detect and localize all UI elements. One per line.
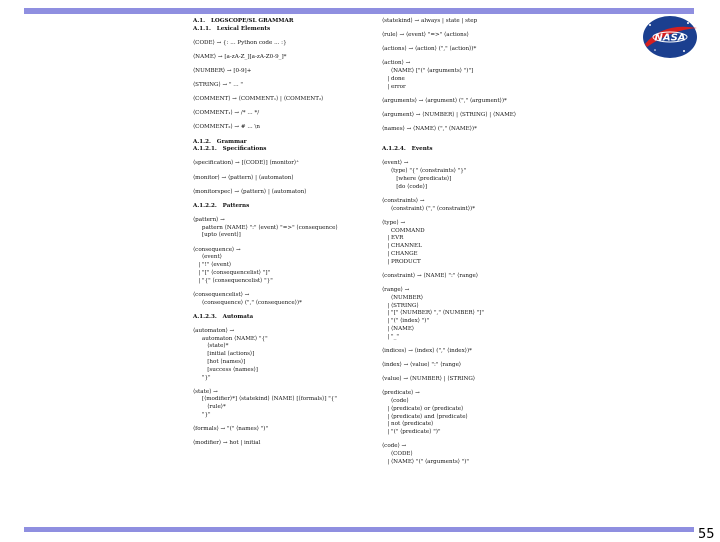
grammar-rule-line: ⟨consequencelist⟩ → <box>193 291 250 298</box>
grammar-rule-line: ⟨consequence⟩ → <box>193 246 241 253</box>
grammar-rule-line: [hot ⟨names⟩] <box>193 358 246 365</box>
grammar-rule-line: ⟨NUMBER⟩ → [0-9]+ <box>193 68 252 75</box>
grammar-rule-line: ⟨CODE⟩ → {: ... Python code ... :} <box>193 39 287 46</box>
grammar-rule-line: ⟨index⟩ → ⟨value⟩ ":" ⟨range⟩ <box>382 361 462 368</box>
grammar-rule-line: ⟨names⟩ → ⟨NAME⟩ ("," ⟨NAME⟩)* <box>382 125 477 132</box>
top-rule-bar <box>24 8 694 14</box>
grammar-rule-line: ⟨argument⟩ → ⟨NUMBER⟩ | ⟨STRING⟩ | ⟨NAME⟩ <box>382 111 517 118</box>
grammar-rule-line: ⟨NAME⟩ → [a-zA-Z_][a-zA-Z0-9_]* <box>193 53 287 60</box>
grammar-rule-line: ⟨monitor⟩ → ⟨pattern⟩ | ⟨automaton⟩ <box>193 174 294 181</box>
grammar-rule-line: ⟨indices⟩ → ⟨index⟩ ("," ⟨index⟩)* <box>382 347 472 354</box>
grammar-rule-line: ⟨actions⟩ → ⟨action⟩ ("," ⟨action⟩)* <box>382 46 477 53</box>
grammar-rule-line: ⟨statekind⟩ → always | state | step <box>382 18 478 24</box>
grammar-rule-line: | ⟨predicate⟩ and ⟨predicate⟩ <box>382 413 468 420</box>
grammar-rule-line: | PRODUCT <box>382 258 421 265</box>
grammar-rule-line: ⟨constraints⟩ → <box>382 197 425 204</box>
grammar-rule-line: | error <box>382 83 406 90</box>
grammar-rule-line: | "(" ⟨index⟩ ")" <box>382 318 430 325</box>
grammar-rule-line: | CHANNEL <box>382 243 422 250</box>
grammar-rule-line: | "[" ⟨consequencelist⟩ "]" <box>193 269 271 276</box>
grammar-rule-line: ⟨automaton⟩ → <box>193 327 235 334</box>
grammar-rule-line: ⟨STRING⟩ → " ... " <box>193 82 243 89</box>
section-heading: A.1. LOGSCOPE/SL GRAMMAR <box>193 18 294 24</box>
grammar-rule-line: ⟨state⟩* <box>193 343 229 350</box>
grammar-rule-line: ⟨rule⟩* <box>193 404 226 411</box>
grammar-rule-line: | "(" ⟨predicate⟩ ")" <box>382 429 441 436</box>
grammar-rule-line: ⟨monitorspec⟩ → ⟨pattern⟩ | ⟨automaton⟩ <box>193 188 307 195</box>
grammar-rule-line: ⟨constraint⟩ ("," ⟨constraint⟩)* <box>382 205 476 212</box>
grammar-rule-line: ⟨type⟩ "{" ⟨constraints⟩ "}" <box>382 168 467 175</box>
grammar-rule-line: ⟨predicate⟩ → <box>382 390 420 397</box>
grammar-rule-line: | "[" ⟨NUMBER⟩ "," ⟨NUMBER⟩ "]" <box>382 310 484 317</box>
grammar-rule-line: ⟨event⟩ <box>193 254 222 261</box>
grammar-rule-line: ⟨CODE⟩ <box>382 451 413 458</box>
grammar-rule-line: [where ⟨predicate⟩] <box>382 176 452 183</box>
grammar-rule-line: ⟨type⟩ → <box>382 219 406 226</box>
grammar-rule-line: ⟨consequence⟩ ("," ⟨consequence⟩)* <box>193 299 302 306</box>
grammar-rule-line: ⟨event⟩ → <box>382 160 409 167</box>
section-heading: A.1.2.4. Events <box>382 146 433 153</box>
grammar-rule-line: | "{" ⟨consequencelist⟩ "}" <box>193 277 273 284</box>
grammar-rule-line: "}" <box>193 374 211 381</box>
grammar-rule-line: [⟨modifier⟩*] ⟨statekind⟩ ⟨NAME⟩ [⟨formals⟩] "{" <box>193 396 337 403</box>
grammar-rule-line: | EVR <box>382 235 404 242</box>
grammar-rule-line: | ⟨NAME⟩ <box>382 325 415 332</box>
grammar-rule-line: automaton ⟨NAME⟩ "{" <box>193 335 268 342</box>
grammar-rule-line: ⟨constraint⟩ → ⟨NAME⟩ ":" ⟨range⟩ <box>382 272 479 279</box>
bottom-rule-bar <box>24 527 694 532</box>
grammar-rule-line: ⟨COMMENT⟩ → ⟨COMMENT₁⟩ | ⟨COMMENT₂⟩ <box>193 96 324 103</box>
grammar-rule-line: ⟨state⟩ → <box>193 388 218 395</box>
grammar-rule-line: ⟨modifier⟩ → hot | initial <box>193 440 261 447</box>
grammar-rule-line: ⟨action⟩ → <box>382 60 411 67</box>
grammar-rule-line: pattern ⟨NAME⟩ ":" ⟨event⟩ "=>" ⟨consequence⟩ <box>193 224 338 231</box>
grammar-rule-line: COMMAND <box>382 227 425 234</box>
grammar-rule-line: | "!" ⟨event⟩ <box>193 262 232 269</box>
logo-lettering: NASA <box>654 32 686 44</box>
grammar-rule-line: ⟨code⟩ <box>382 397 409 404</box>
grammar-rule-line: [initial ⟨actions⟩] <box>193 351 255 358</box>
section-heading: A.1.2. Grammar <box>193 138 247 145</box>
grammar-rule-line: | not ⟨predicate⟩ <box>382 421 434 428</box>
grammar-rule-line: ⟨formals⟩ → "(" ⟨names⟩ ")" <box>193 426 269 433</box>
grammar-rule-line: | done <box>382 75 405 82</box>
grammar-rule-line: ⟨pattern⟩ → <box>193 216 225 223</box>
grammar-rule-line: [upto ⟨event⟩] <box>193 232 241 239</box>
grammar-rule-line: ⟨NAME⟩ ["(" ⟨arguments⟩ ")"] <box>382 68 474 75</box>
grammar-left-column <box>193 18 373 448</box>
grammar-rule-line: | ⟨NAME⟩ "(" ⟨arguments⟩ ")" <box>382 458 469 465</box>
grammar-rule-line: [success ⟨names⟩] <box>193 366 258 373</box>
section-heading: A.1.2.2. Patterns <box>193 202 250 209</box>
grammar-rule-line: ⟨code⟩ → <box>382 443 407 450</box>
grammar-rule-line: ⟨value⟩ → ⟨NUMBER⟩ | ⟨STRING⟩ <box>382 376 476 383</box>
grammar-rule-line: ⟨rule⟩ → ⟨event⟩ "=>" ⟨actions⟩ <box>382 32 469 39</box>
grammar-rule-line: "}" <box>193 412 211 419</box>
grammar-rule-line: ⟨COMMENT₁⟩ → /* ... */ <box>193 110 260 117</box>
grammar-rule-line: | CHANGE <box>382 251 418 257</box>
grammar-rule-line: ⟨specification⟩ → [⟨CODE⟩] ⟨monitor⟩⁺ <box>193 160 300 167</box>
grammar-rule-line: ⟨NUMBER⟩ <box>382 294 423 301</box>
section-heading: A.1.2.3. Automata <box>193 313 254 320</box>
grammar-rule-line: | ⟨STRING⟩ <box>382 302 419 309</box>
grammar-rule-line: | "_" <box>382 333 399 340</box>
section-heading: A.1.1. Lexical Elements <box>193 25 271 32</box>
grammar-rule-line: | ⟨predicate⟩ or ⟨predicate⟩ <box>382 405 464 412</box>
page-number: 55 <box>698 527 715 542</box>
grammar-right-column <box>382 18 547 467</box>
grammar-rule-line: ⟨arguments⟩ → ⟨argument⟩ ("," ⟨argument⟩)* <box>382 97 507 104</box>
section-heading: A.1.2.1. Specifications <box>193 146 267 153</box>
grammar-rule-line: ⟨COMMENT₂⟩ → # ... \n <box>193 124 260 131</box>
grammar-rule-line: [do ⟨code⟩] <box>382 183 428 190</box>
grammar-rule-line: ⟨range⟩ → <box>382 286 410 293</box>
nasa-logo-icon <box>641 14 699 60</box>
